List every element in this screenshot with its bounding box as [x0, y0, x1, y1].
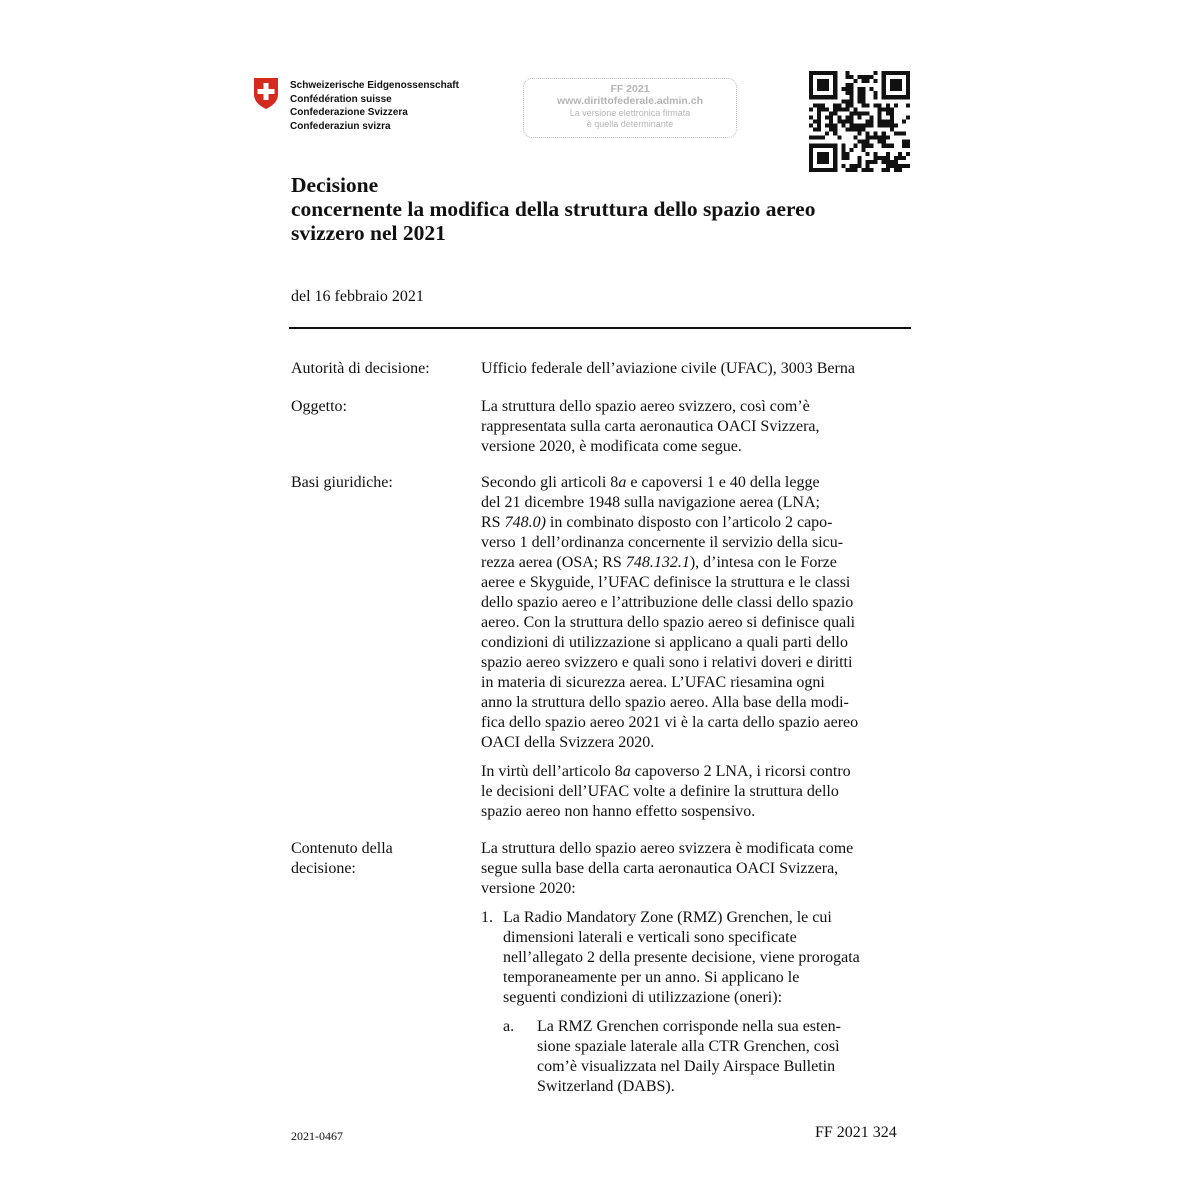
- title-divider: [289, 327, 911, 329]
- legal-basis-line: RS 748.0) in combinato disposto con l’articolo 2 capo-: [481, 514, 833, 531]
- authority-label: Autorità di decisione:: [291, 360, 430, 377]
- item-1a-line: Switzerland (DABS).: [537, 1078, 675, 1095]
- content-label-line: Contenuto della: [291, 840, 393, 857]
- subject-line: rappresentata sulla carta aeronautica OACI Svizzera,: [481, 418, 820, 435]
- item-1-line: seguenti condizioni di utilizzazione (oneri):: [503, 989, 783, 1006]
- authority-text: [481, 359, 913, 379]
- legal-basis-line: verso 1 dell’ordinanza concernente il servizio della sicu-: [481, 534, 844, 551]
- legal-basis-line: anno la struttura dello spazio aereo. Alla base della modi-: [481, 694, 849, 711]
- stamp-ff: FF 2021: [610, 83, 650, 95]
- item-1-line: La Radio Mandatory Zone (RMZ) Grenchen, le cui: [503, 909, 832, 926]
- subject-text: [481, 397, 913, 457]
- stamp-url: www.dirittofederale.admin.ch: [556, 95, 704, 107]
- title-line-2: concernente la modifica della struttura dello spazio aereo: [291, 197, 816, 221]
- item-1-line: nell’allegato 2 della presente decisione, viene prorogata: [503, 949, 860, 966]
- content-intro-line: versione 2020:: [481, 880, 576, 897]
- legal-basis-line: le decisioni dell’UFAC volte a definire la struttura dello: [481, 783, 839, 800]
- legal-basis-text: [481, 473, 913, 753]
- authority-line: Ufficio federale dell’aviazione civile (UFAC), 3003 Berna: [481, 360, 855, 377]
- legal-basis-line: condizioni di utilizzazione si applicano a quali parti dello: [481, 634, 848, 651]
- legal-basis-label: Basi giuridiche:: [291, 474, 393, 491]
- sub-item-letter: a.: [503, 1018, 515, 1035]
- stamp-note-2: è quella determinante: [586, 119, 674, 129]
- content-intro-line: La struttura dello spazio aereo svizzera è modificata come: [481, 840, 854, 857]
- electronic-version-stamp: [523, 78, 737, 138]
- item-1a-line: sione spaziale laterale alla CTR Grenchen, così: [537, 1038, 840, 1055]
- item-1a-line: com’è visualizzata nel Daily Airspace Bulletin: [537, 1058, 836, 1075]
- ff-reference: FF 2021 324: [815, 1124, 897, 1141]
- item-number: 1.: [481, 909, 493, 926]
- legal-basis-line: in materia di sicurezza aerea. L’UFAC riesamina ogni: [481, 674, 825, 691]
- swiss-cross-icon: [252, 76, 280, 110]
- subject-label: Oggetto:: [291, 398, 347, 415]
- legal-basis-line: Secondo gli articoli 8a e capoversi 1 e 40 della legge: [481, 474, 820, 491]
- item-1a-text: [537, 1017, 841, 1097]
- confederation-name-de: Schweizerische Eidgenossenschaft: [290, 80, 459, 91]
- item-1a-line: La RMZ Grenchen corrisponde nella sua esten-: [537, 1018, 841, 1035]
- document-number: 2021-0467: [291, 1129, 343, 1143]
- legal-basis-line: In virtù dell’articolo 8a capoverso 2 LNA, i ricorsi contro: [481, 763, 851, 780]
- legal-basis-line: spazio aereo non hanno effetto sospensivo.: [481, 803, 756, 820]
- confederation-name-rm: Confederaziun svizra: [290, 120, 391, 132]
- legal-basis-line: aereo. Con la struttura dello spazio aereo si definisce quali: [481, 614, 856, 631]
- confederation-name-it: Confederazione Svizzera: [290, 107, 408, 118]
- legal-basis-line: fica dello spazio aereo 2021 vi è la carta dello spazio aereo: [481, 714, 859, 731]
- legal-basis-line: rezza aerea (OSA; RS 748.132.1), d’intesa con le Forze: [481, 554, 837, 571]
- item-1-line: dimensioni laterali e verticali sono specificate: [503, 929, 797, 946]
- stamp-note-1: La versione elettronica firmata: [569, 108, 691, 118]
- legal-basis-line: aeree e Skyguide, l’UFAC definisce la struttura e le classi: [481, 574, 851, 591]
- title-line-1: Decisione: [291, 173, 379, 197]
- item-1-text: [503, 908, 860, 1008]
- legal-basis-line: OACI della Svizzera 2020.: [481, 734, 655, 751]
- content-label: [291, 839, 471, 879]
- content-label-line: decisione:: [291, 860, 356, 877]
- legal-basis-line: dello spazio aereo e l’attribuzione delle classi dello spazio: [481, 594, 854, 611]
- page-title: [291, 173, 815, 245]
- item-1-line: temporaneamente per un anno. Si applicano le: [503, 969, 800, 986]
- legal-basis-line: spazio aereo svizzero e quali sono i relativi doveri e diritti: [481, 654, 853, 671]
- legal-basis-line: del 21 dicembre 1948 sulla navigazione aerea (LNA;: [481, 494, 820, 511]
- content-intro-line: segue sulla base della carta aeronautica OACI Svizzera,: [481, 860, 839, 877]
- decision-date: del 16 febbraio 2021: [291, 288, 424, 305]
- subject-line: versione 2020, è modificata come segue.: [481, 438, 742, 455]
- confederation-name-fr: Confédération suisse: [290, 93, 392, 105]
- legal-basis-text-2: [481, 762, 913, 822]
- subject-line: La struttura dello spazio aereo svizzero, così com’è: [481, 398, 810, 415]
- title-line-3: svizzero nel 2021: [291, 221, 446, 245]
- qr-code-icon: [809, 71, 910, 172]
- content-intro: [481, 839, 913, 899]
- confederation-names: [290, 79, 459, 133]
